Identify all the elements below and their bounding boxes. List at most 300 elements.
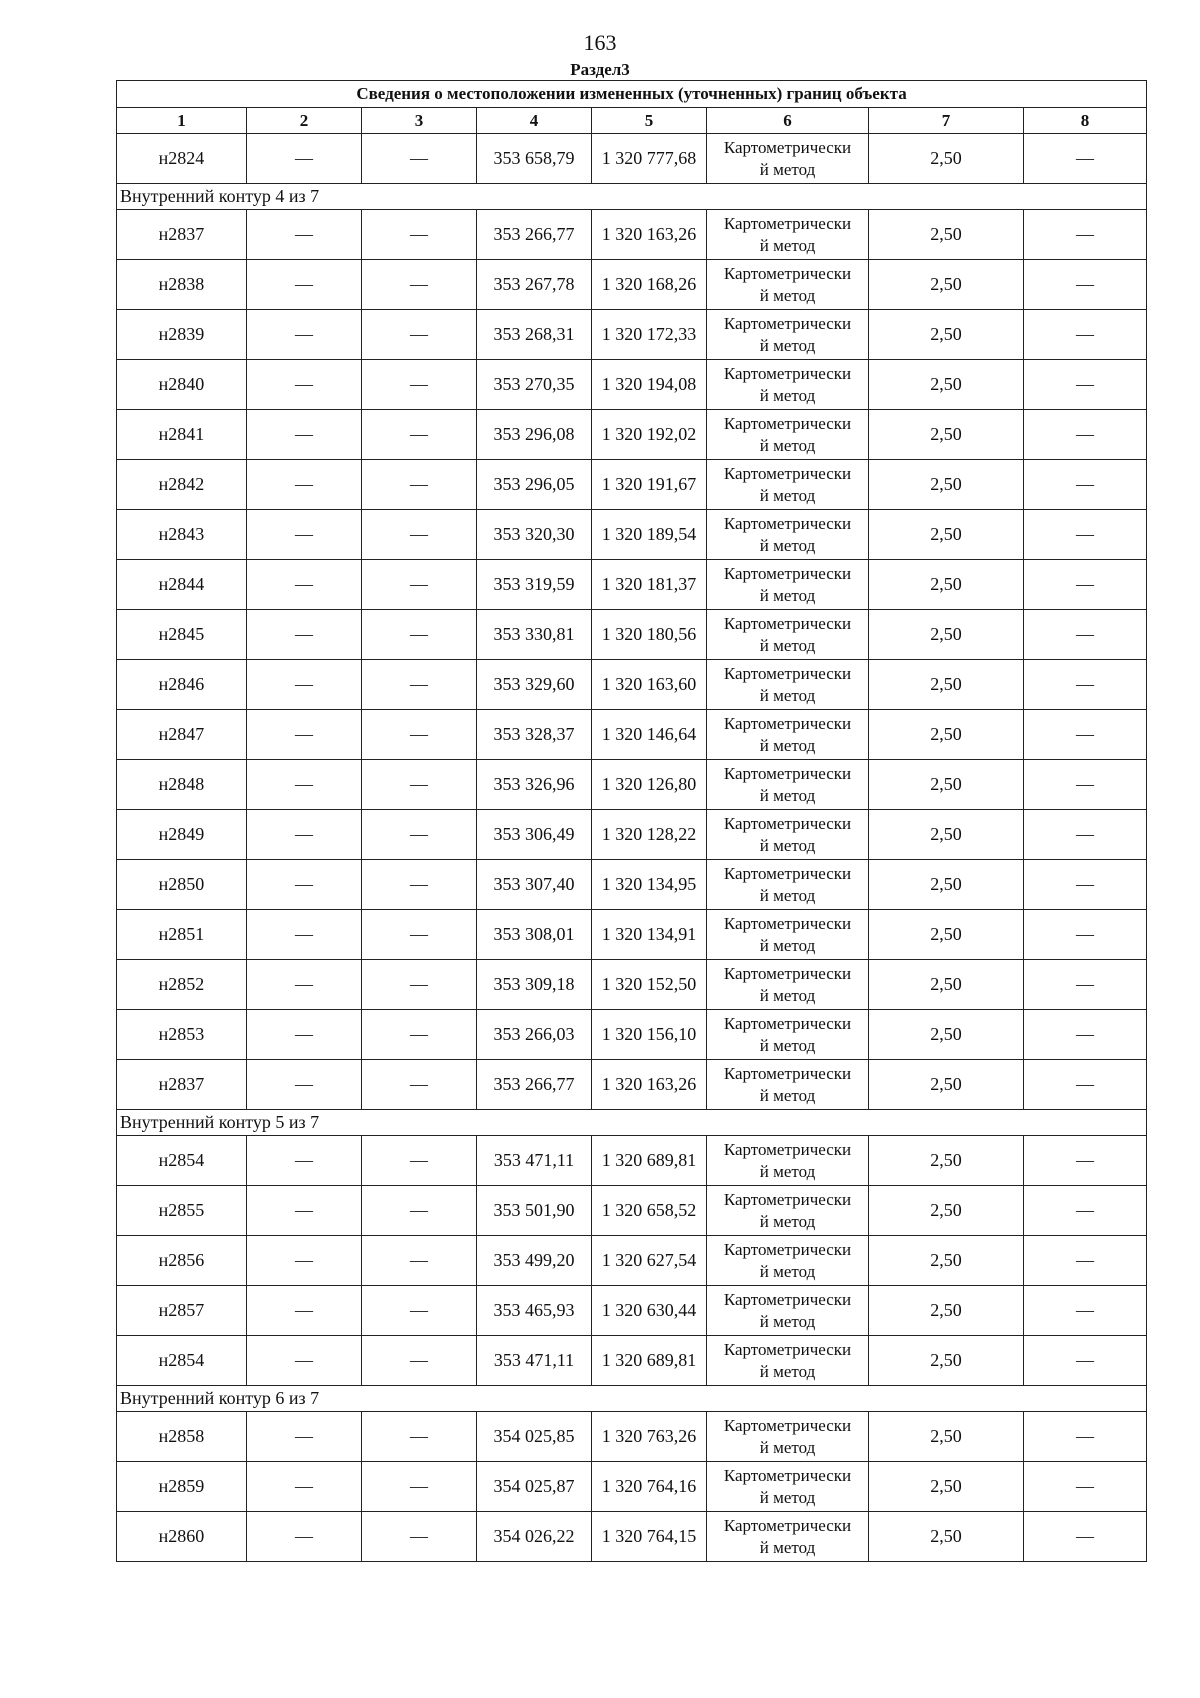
method-cell xyxy=(707,410,869,460)
table-row xyxy=(117,410,1147,460)
method-line-2: й метод xyxy=(759,1035,816,1055)
column-8-cell: — xyxy=(1024,710,1147,760)
y-coordinate-cell: 1 320 192,02 xyxy=(592,410,707,460)
y-coordinate-cell: 1 320 689,81 xyxy=(592,1136,707,1186)
x-coordinate-cell: 353 266,77 xyxy=(477,210,592,260)
x-coordinate-cell: 353 306,49 xyxy=(477,810,592,860)
column-2-cell: — xyxy=(247,260,362,310)
column-2-cell: — xyxy=(247,860,362,910)
point-id-cell: н2856 xyxy=(117,1236,247,1286)
point-id-cell: н2841 xyxy=(117,410,247,460)
method-line-1: Картометрически xyxy=(723,137,852,157)
table-row xyxy=(117,710,1147,760)
column-2-cell: — xyxy=(247,760,362,810)
column-3-cell: — xyxy=(362,710,477,760)
contour-label: Внутренний контур 5 из 7 xyxy=(117,1110,1147,1136)
column-3-cell: — xyxy=(362,1462,477,1512)
column-2-cell: — xyxy=(247,210,362,260)
column-3-cell: — xyxy=(362,1412,477,1462)
accuracy-cell: 2,50 xyxy=(869,260,1024,310)
column-8-cell: — xyxy=(1024,310,1147,360)
method-line-1: Картометрически xyxy=(723,713,852,733)
method-line-1: Картометрически xyxy=(723,1189,852,1209)
table-row xyxy=(117,134,1147,184)
method-line-2: й метод xyxy=(759,285,816,305)
table-row xyxy=(117,1512,1147,1562)
point-id-cell: н2824 xyxy=(117,134,247,184)
y-coordinate-cell: 1 320 146,64 xyxy=(592,710,707,760)
table-row xyxy=(117,910,1147,960)
method-cell xyxy=(707,1060,869,1110)
method-cell xyxy=(707,1412,869,1462)
contour-header-row xyxy=(117,184,1147,210)
y-coordinate-cell: 1 320 764,16 xyxy=(592,1462,707,1512)
table-row xyxy=(117,610,1147,660)
x-coordinate-cell: 353 658,79 xyxy=(477,134,592,184)
accuracy-cell: 2,50 xyxy=(869,210,1024,260)
accuracy-cell: 2,50 xyxy=(869,310,1024,360)
column-8-cell: — xyxy=(1024,1136,1147,1186)
accuracy-cell: 2,50 xyxy=(869,1060,1024,1110)
x-coordinate-cell: 353 471,11 xyxy=(477,1136,592,1186)
column-8-cell: — xyxy=(1024,610,1147,660)
point-id-cell: н2837 xyxy=(117,1060,247,1110)
x-coordinate-cell: 353 499,20 xyxy=(477,1236,592,1286)
point-id-cell: н2842 xyxy=(117,460,247,510)
method-line-1: Картометрически xyxy=(723,213,852,233)
x-coordinate-cell: 353 471,11 xyxy=(477,1336,592,1386)
method-line-2: й метод xyxy=(759,635,816,655)
method-line-1: Картометрически xyxy=(723,413,852,433)
y-coordinate-cell: 1 320 777,68 xyxy=(592,134,707,184)
column-3-cell: — xyxy=(362,410,477,460)
column-8-cell: — xyxy=(1024,260,1147,310)
method-line-2: й метод xyxy=(759,1361,816,1381)
method-cell xyxy=(707,660,869,710)
accuracy-cell: 2,50 xyxy=(869,410,1024,460)
accuracy-cell: 2,50 xyxy=(869,810,1024,860)
column-2-cell: — xyxy=(247,410,362,460)
method-line-1: Картометрически xyxy=(723,263,852,283)
point-id-cell: н2843 xyxy=(117,510,247,560)
point-id-cell: н2860 xyxy=(117,1512,247,1562)
column-number-1: 1 xyxy=(117,108,247,134)
accuracy-cell: 2,50 xyxy=(869,1236,1024,1286)
method-cell xyxy=(707,960,869,1010)
x-coordinate-cell: 353 266,77 xyxy=(477,1060,592,1110)
column-3-cell: — xyxy=(362,310,477,360)
method-line-2: й метод xyxy=(759,935,816,955)
method-line-1: Картометрически xyxy=(723,863,852,883)
method-line-1: Картометрически xyxy=(723,663,852,683)
column-8-cell: — xyxy=(1024,410,1147,460)
y-coordinate-cell: 1 320 189,54 xyxy=(592,510,707,560)
method-line-1: Картометрически xyxy=(723,563,852,583)
method-line-2: й метод xyxy=(759,685,816,705)
y-coordinate-cell: 1 320 134,95 xyxy=(592,860,707,910)
column-3-cell: — xyxy=(362,810,477,860)
y-coordinate-cell: 1 320 763,26 xyxy=(592,1412,707,1462)
table-row xyxy=(117,960,1147,1010)
method-cell xyxy=(707,710,869,760)
column-3-cell: — xyxy=(362,1336,477,1386)
point-id-cell: н2845 xyxy=(117,610,247,660)
column-3-cell: — xyxy=(362,460,477,510)
accuracy-cell: 2,50 xyxy=(869,1336,1024,1386)
method-cell xyxy=(707,810,869,860)
y-coordinate-cell: 1 320 181,37 xyxy=(592,560,707,610)
method-line-1: Картометрически xyxy=(723,1289,852,1309)
method-line-1: Картометрически xyxy=(723,463,852,483)
method-line-2: й метод xyxy=(759,835,816,855)
x-coordinate-cell: 354 026,22 xyxy=(477,1512,592,1562)
column-8-cell: — xyxy=(1024,1412,1147,1462)
accuracy-cell: 2,50 xyxy=(869,860,1024,910)
y-coordinate-cell: 1 320 180,56 xyxy=(592,610,707,660)
method-cell xyxy=(707,510,869,560)
x-coordinate-cell: 353 465,93 xyxy=(477,1286,592,1336)
x-coordinate-cell: 353 320,30 xyxy=(477,510,592,560)
point-id-cell: н2850 xyxy=(117,860,247,910)
accuracy-cell: 2,50 xyxy=(869,560,1024,610)
accuracy-cell: 2,50 xyxy=(869,1136,1024,1186)
method-line-1: Картометрически xyxy=(723,913,852,933)
point-id-cell: н2853 xyxy=(117,1010,247,1060)
table-row xyxy=(117,660,1147,710)
method-line-1: Картометрически xyxy=(723,1013,852,1033)
column-3-cell: — xyxy=(362,910,477,960)
x-coordinate-cell: 353 308,01 xyxy=(477,910,592,960)
column-2-cell: — xyxy=(247,460,362,510)
x-coordinate-cell: 353 501,90 xyxy=(477,1186,592,1236)
table-row xyxy=(117,210,1147,260)
point-id-cell: н2844 xyxy=(117,560,247,610)
column-3-cell: — xyxy=(362,1010,477,1060)
method-line-1: Картометрически xyxy=(723,313,852,333)
column-2-cell: — xyxy=(247,710,362,760)
method-line-1: Картометрически xyxy=(723,613,852,633)
x-coordinate-cell: 353 296,08 xyxy=(477,410,592,460)
column-2-cell: — xyxy=(247,610,362,660)
column-8-cell: — xyxy=(1024,910,1147,960)
method-cell xyxy=(707,1336,869,1386)
method-line-1: Картометрически xyxy=(723,1063,852,1083)
method-line-2: й метод xyxy=(759,485,816,505)
method-cell xyxy=(707,860,869,910)
column-3-cell: — xyxy=(362,210,477,260)
column-2-cell: — xyxy=(247,910,362,960)
point-id-cell: н2840 xyxy=(117,360,247,410)
method-line-2: й метод xyxy=(759,735,816,755)
column-2-cell: — xyxy=(247,310,362,360)
point-id-cell: н2848 xyxy=(117,760,247,810)
y-coordinate-cell: 1 320 128,22 xyxy=(592,810,707,860)
column-2-cell: — xyxy=(247,134,362,184)
table-row xyxy=(117,1336,1147,1386)
column-3-cell: — xyxy=(362,960,477,1010)
column-8-cell: — xyxy=(1024,960,1147,1010)
x-coordinate-cell: 353 319,59 xyxy=(477,560,592,610)
column-3-cell: — xyxy=(362,1286,477,1336)
table-body xyxy=(117,134,1147,1562)
column-2-cell: — xyxy=(247,1186,362,1236)
y-coordinate-cell: 1 320 630,44 xyxy=(592,1286,707,1336)
method-cell xyxy=(707,1136,869,1186)
method-line-1: Картометрически xyxy=(723,513,852,533)
column-2-cell: — xyxy=(247,1412,362,1462)
column-3-cell: — xyxy=(362,610,477,660)
column-number-2: 2 xyxy=(247,108,362,134)
column-3-cell: — xyxy=(362,1060,477,1110)
column-number-7: 7 xyxy=(869,108,1024,134)
method-cell xyxy=(707,610,869,660)
method-cell xyxy=(707,1462,869,1512)
table-row xyxy=(117,360,1147,410)
method-line-2: й метод xyxy=(759,785,816,805)
column-3-cell: — xyxy=(362,134,477,184)
method-line-2: й метод xyxy=(759,385,816,405)
column-3-cell: — xyxy=(362,760,477,810)
point-id-cell: н2854 xyxy=(117,1336,247,1386)
method-line-1: Картометрически xyxy=(723,1465,852,1485)
point-id-cell: н2838 xyxy=(117,260,247,310)
accuracy-cell: 2,50 xyxy=(869,910,1024,960)
column-3-cell: — xyxy=(362,1236,477,1286)
point-id-cell: н2855 xyxy=(117,1186,247,1236)
column-2-cell: — xyxy=(247,1286,362,1336)
column-8-cell: — xyxy=(1024,1462,1147,1512)
column-number-3: 3 xyxy=(362,108,477,134)
table-row xyxy=(117,1412,1147,1462)
method-line-2: й метод xyxy=(759,1437,816,1457)
method-line-2: й метод xyxy=(759,1085,816,1105)
y-coordinate-cell: 1 320 764,15 xyxy=(592,1512,707,1562)
method-cell xyxy=(707,460,869,510)
y-coordinate-cell: 1 320 156,10 xyxy=(592,1010,707,1060)
y-coordinate-cell: 1 320 163,26 xyxy=(592,1060,707,1110)
method-line-2: й метод xyxy=(759,335,816,355)
table-row xyxy=(117,260,1147,310)
contour-label: Внутренний контур 6 из 7 xyxy=(117,1386,1147,1412)
x-coordinate-cell: 353 330,81 xyxy=(477,610,592,660)
y-coordinate-cell: 1 320 191,67 xyxy=(592,460,707,510)
method-line-2: й метод xyxy=(759,585,816,605)
accuracy-cell: 2,50 xyxy=(869,1512,1024,1562)
x-coordinate-cell: 354 025,85 xyxy=(477,1412,592,1462)
accuracy-cell: 2,50 xyxy=(869,360,1024,410)
column-8-cell: — xyxy=(1024,210,1147,260)
column-8-cell: — xyxy=(1024,134,1147,184)
column-2-cell: — xyxy=(247,1336,362,1386)
point-id-cell: н2859 xyxy=(117,1462,247,1512)
table-row xyxy=(117,1236,1147,1286)
table-row xyxy=(117,860,1147,910)
column-8-cell: — xyxy=(1024,860,1147,910)
method-line-2: й метод xyxy=(759,159,816,179)
column-3-cell: — xyxy=(362,660,477,710)
contour-header-row xyxy=(117,1110,1147,1136)
accuracy-cell: 2,50 xyxy=(869,710,1024,760)
method-line-1: Картометрически xyxy=(723,1339,852,1359)
accuracy-cell: 2,50 xyxy=(869,1186,1024,1236)
method-line-1: Картометрически xyxy=(723,1139,852,1159)
column-number-6: 6 xyxy=(707,108,869,134)
column-2-cell: — xyxy=(247,510,362,560)
method-line-2: й метод xyxy=(759,1487,816,1507)
column-3-cell: — xyxy=(362,1512,477,1562)
column-8-cell: — xyxy=(1024,1512,1147,1562)
column-2-cell: — xyxy=(247,810,362,860)
column-3-cell: — xyxy=(362,1186,477,1236)
accuracy-cell: 2,50 xyxy=(869,610,1024,660)
y-coordinate-cell: 1 320 168,26 xyxy=(592,260,707,310)
table-row xyxy=(117,1136,1147,1186)
x-coordinate-cell: 353 326,96 xyxy=(477,760,592,810)
accuracy-cell: 2,50 xyxy=(869,1462,1024,1512)
column-8-cell: — xyxy=(1024,1286,1147,1336)
method-cell xyxy=(707,910,869,960)
table-row xyxy=(117,310,1147,360)
method-line-2: й метод xyxy=(759,1311,816,1331)
y-coordinate-cell: 1 320 658,52 xyxy=(592,1186,707,1236)
method-line-2: й метод xyxy=(759,885,816,905)
point-id-cell: н2839 xyxy=(117,310,247,360)
column-2-cell: — xyxy=(247,1512,362,1562)
method-line-2: й метод xyxy=(759,535,816,555)
column-8-cell: — xyxy=(1024,1336,1147,1386)
point-id-cell: н2847 xyxy=(117,710,247,760)
column-2-cell: — xyxy=(247,1462,362,1512)
accuracy-cell: 2,50 xyxy=(869,1286,1024,1336)
accuracy-cell: 2,50 xyxy=(869,510,1024,560)
x-coordinate-cell: 353 309,18 xyxy=(477,960,592,1010)
column-8-cell: — xyxy=(1024,1186,1147,1236)
method-line-1: Картометрически xyxy=(723,1415,852,1435)
point-id-cell: н2846 xyxy=(117,660,247,710)
x-coordinate-cell: 353 296,05 xyxy=(477,460,592,510)
table-row xyxy=(117,560,1147,610)
column-3-cell: — xyxy=(362,1136,477,1186)
column-number-8: 8 xyxy=(1024,108,1147,134)
page-number: 163 xyxy=(583,30,617,55)
table-row xyxy=(117,1186,1147,1236)
x-coordinate-cell: 353 266,03 xyxy=(477,1010,592,1060)
table-caption: Сведения о местоположении измененных (уточненных) границ объекта xyxy=(117,81,1147,108)
point-id-cell: н2851 xyxy=(117,910,247,960)
column-2-cell: — xyxy=(247,1060,362,1110)
method-line-2: й метод xyxy=(759,985,816,1005)
boundary-coordinates-table xyxy=(116,80,1147,1562)
table-row xyxy=(117,760,1147,810)
table-row xyxy=(117,1286,1147,1336)
method-line-1: Картометрически xyxy=(723,963,852,983)
method-cell xyxy=(707,360,869,410)
method-line-2: й метод xyxy=(759,435,816,455)
method-line-1: Картометрически xyxy=(723,1515,852,1535)
table-row xyxy=(117,1462,1147,1512)
x-coordinate-cell: 353 328,37 xyxy=(477,710,592,760)
method-cell xyxy=(707,560,869,610)
column-number-5: 5 xyxy=(592,108,707,134)
method-cell xyxy=(707,760,869,810)
column-8-cell: — xyxy=(1024,460,1147,510)
accuracy-cell: 2,50 xyxy=(869,660,1024,710)
x-coordinate-cell: 353 329,60 xyxy=(477,660,592,710)
column-8-cell: — xyxy=(1024,810,1147,860)
method-line-1: Картометрически xyxy=(723,763,852,783)
x-coordinate-cell: 353 267,78 xyxy=(477,260,592,310)
method-cell xyxy=(707,310,869,360)
point-id-cell: н2858 xyxy=(117,1412,247,1462)
column-2-cell: — xyxy=(247,560,362,610)
column-2-cell: — xyxy=(247,960,362,1010)
accuracy-cell: 2,50 xyxy=(869,960,1024,1010)
point-id-cell: н2857 xyxy=(117,1286,247,1336)
y-coordinate-cell: 1 320 134,91 xyxy=(592,910,707,960)
section-title: Раздел3 xyxy=(570,60,630,79)
point-id-cell: н2852 xyxy=(117,960,247,1010)
contour-label: Внутренний контур 4 из 7 xyxy=(117,184,1147,210)
y-coordinate-cell: 1 320 152,50 xyxy=(592,960,707,1010)
y-coordinate-cell: 1 320 163,26 xyxy=(592,210,707,260)
accuracy-cell: 2,50 xyxy=(869,134,1024,184)
accuracy-cell: 2,50 xyxy=(869,760,1024,810)
x-coordinate-cell: 353 307,40 xyxy=(477,860,592,910)
x-coordinate-cell: 354 025,87 xyxy=(477,1462,592,1512)
column-3-cell: — xyxy=(362,510,477,560)
y-coordinate-cell: 1 320 126,80 xyxy=(592,760,707,810)
x-coordinate-cell: 353 270,35 xyxy=(477,360,592,410)
column-8-cell: — xyxy=(1024,360,1147,410)
method-cell xyxy=(707,210,869,260)
table-row xyxy=(117,810,1147,860)
point-id-cell: н2849 xyxy=(117,810,247,860)
column-3-cell: — xyxy=(362,360,477,410)
column-8-cell: — xyxy=(1024,660,1147,710)
column-number-4: 4 xyxy=(477,108,592,134)
method-cell xyxy=(707,1010,869,1060)
method-cell xyxy=(707,260,869,310)
table-row xyxy=(117,510,1147,560)
y-coordinate-cell: 1 320 627,54 xyxy=(592,1236,707,1286)
column-8-cell: — xyxy=(1024,1236,1147,1286)
column-3-cell: — xyxy=(362,860,477,910)
column-8-cell: — xyxy=(1024,510,1147,560)
y-coordinate-cell: 1 320 172,33 xyxy=(592,310,707,360)
method-cell xyxy=(707,1512,869,1562)
method-cell xyxy=(707,134,869,184)
method-line-2: й метод xyxy=(759,1537,816,1557)
column-2-cell: — xyxy=(247,360,362,410)
table-row xyxy=(117,1060,1147,1110)
accuracy-cell: 2,50 xyxy=(869,1010,1024,1060)
column-2-cell: — xyxy=(247,1236,362,1286)
accuracy-cell: 2,50 xyxy=(869,1412,1024,1462)
column-8-cell: — xyxy=(1024,1060,1147,1110)
y-coordinate-cell: 1 320 163,60 xyxy=(592,660,707,710)
x-coordinate-cell: 353 268,31 xyxy=(477,310,592,360)
column-2-cell: — xyxy=(247,1010,362,1060)
table-row xyxy=(117,1010,1147,1060)
method-line-2: й метод xyxy=(759,1211,816,1231)
column-2-cell: — xyxy=(247,660,362,710)
method-line-2: й метод xyxy=(759,235,816,255)
column-8-cell: — xyxy=(1024,1010,1147,1060)
table-row xyxy=(117,460,1147,510)
accuracy-cell: 2,50 xyxy=(869,460,1024,510)
column-3-cell: — xyxy=(362,260,477,310)
method-line-1: Картометрически xyxy=(723,813,852,833)
